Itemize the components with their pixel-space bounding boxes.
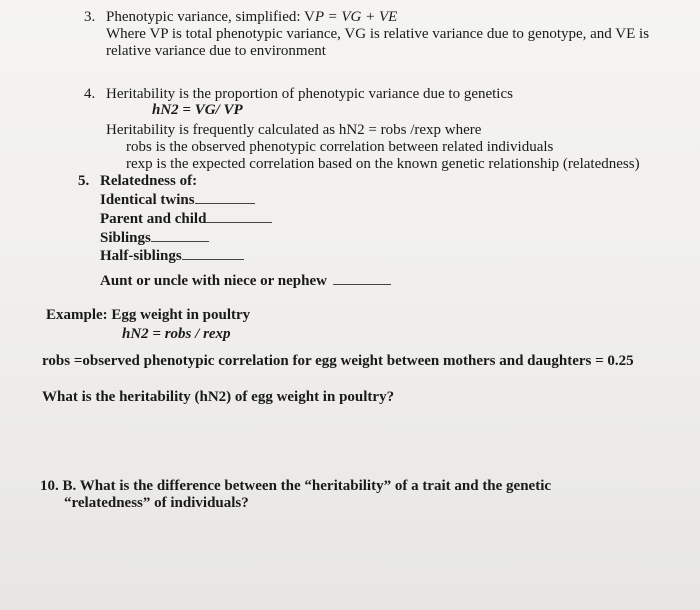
relatedness-label: Siblings — [100, 230, 151, 246]
answer-blank[interactable] — [195, 191, 255, 204]
relatedness-label: Aunt or uncle with niece or nephew — [100, 273, 327, 289]
answer-blank[interactable] — [151, 229, 209, 242]
example-observed-line: robs =observed phenotypic correlation for egg weight between mothers and daughters = 0.25 — [42, 353, 634, 369]
item4-title: Heritability is the proportion of phenotypic variance due to genetics — [106, 86, 513, 102]
item5-heading — [78, 172, 197, 190]
item4-formula: hN2 = VG/ VP — [152, 102, 243, 118]
item3-formula: P = VG + VE — [314, 9, 398, 25]
example-question: What is the heritability (hN2) of egg weight in poultry? — [42, 389, 395, 405]
item4-rexp-line: rexp is the expected correlation based on the known genetic relationship (relatedness) — [126, 156, 640, 172]
relatedness-item-parent-child — [100, 210, 272, 228]
item3-line2: Where VP is total phenotypic variance, VG is relative variance due to genotype, and VE is — [106, 26, 650, 42]
relatedness-label: Half-siblings — [100, 248, 182, 264]
q10-line1: 10. B. What is the difference between the “heritability” of a trait and the genetic — [40, 478, 552, 494]
item3-heading — [84, 8, 397, 26]
item3-title: Phenotypic variance, simplified: V — [106, 9, 315, 25]
example-title: Example: Egg weight in poultry — [46, 307, 251, 323]
relatedness-label: Identical twins — [100, 192, 195, 208]
item4-calc-line: Heritability is frequently calculated as hN2 = robs /rexp where — [106, 122, 482, 138]
item5-number: 5. — [78, 173, 90, 189]
relatedness-item-aunt-uncle — [100, 272, 391, 290]
item4-number: 4. — [84, 86, 96, 102]
answer-blank[interactable] — [182, 247, 244, 260]
item3-number: 3. — [84, 9, 96, 25]
relatedness-item-siblings — [100, 229, 209, 247]
relatedness-item-identical-twins — [100, 191, 255, 209]
answer-blank[interactable] — [206, 210, 272, 223]
item5-title: Relatedness of: — [100, 173, 198, 189]
q10-line2: “relatedness” of individuals? — [64, 495, 249, 511]
answer-blank[interactable] — [333, 272, 391, 285]
relatedness-item-half-siblings — [100, 247, 244, 265]
item4-heading — [84, 85, 513, 103]
relatedness-label: Parent and child — [100, 211, 207, 227]
example-formula: hN2 = robs / rexp — [122, 326, 231, 342]
item4-robs-line: robs is the observed phenotypic correlation between related individuals — [126, 139, 554, 155]
item3-line3: relative variance due to environment — [106, 43, 326, 59]
